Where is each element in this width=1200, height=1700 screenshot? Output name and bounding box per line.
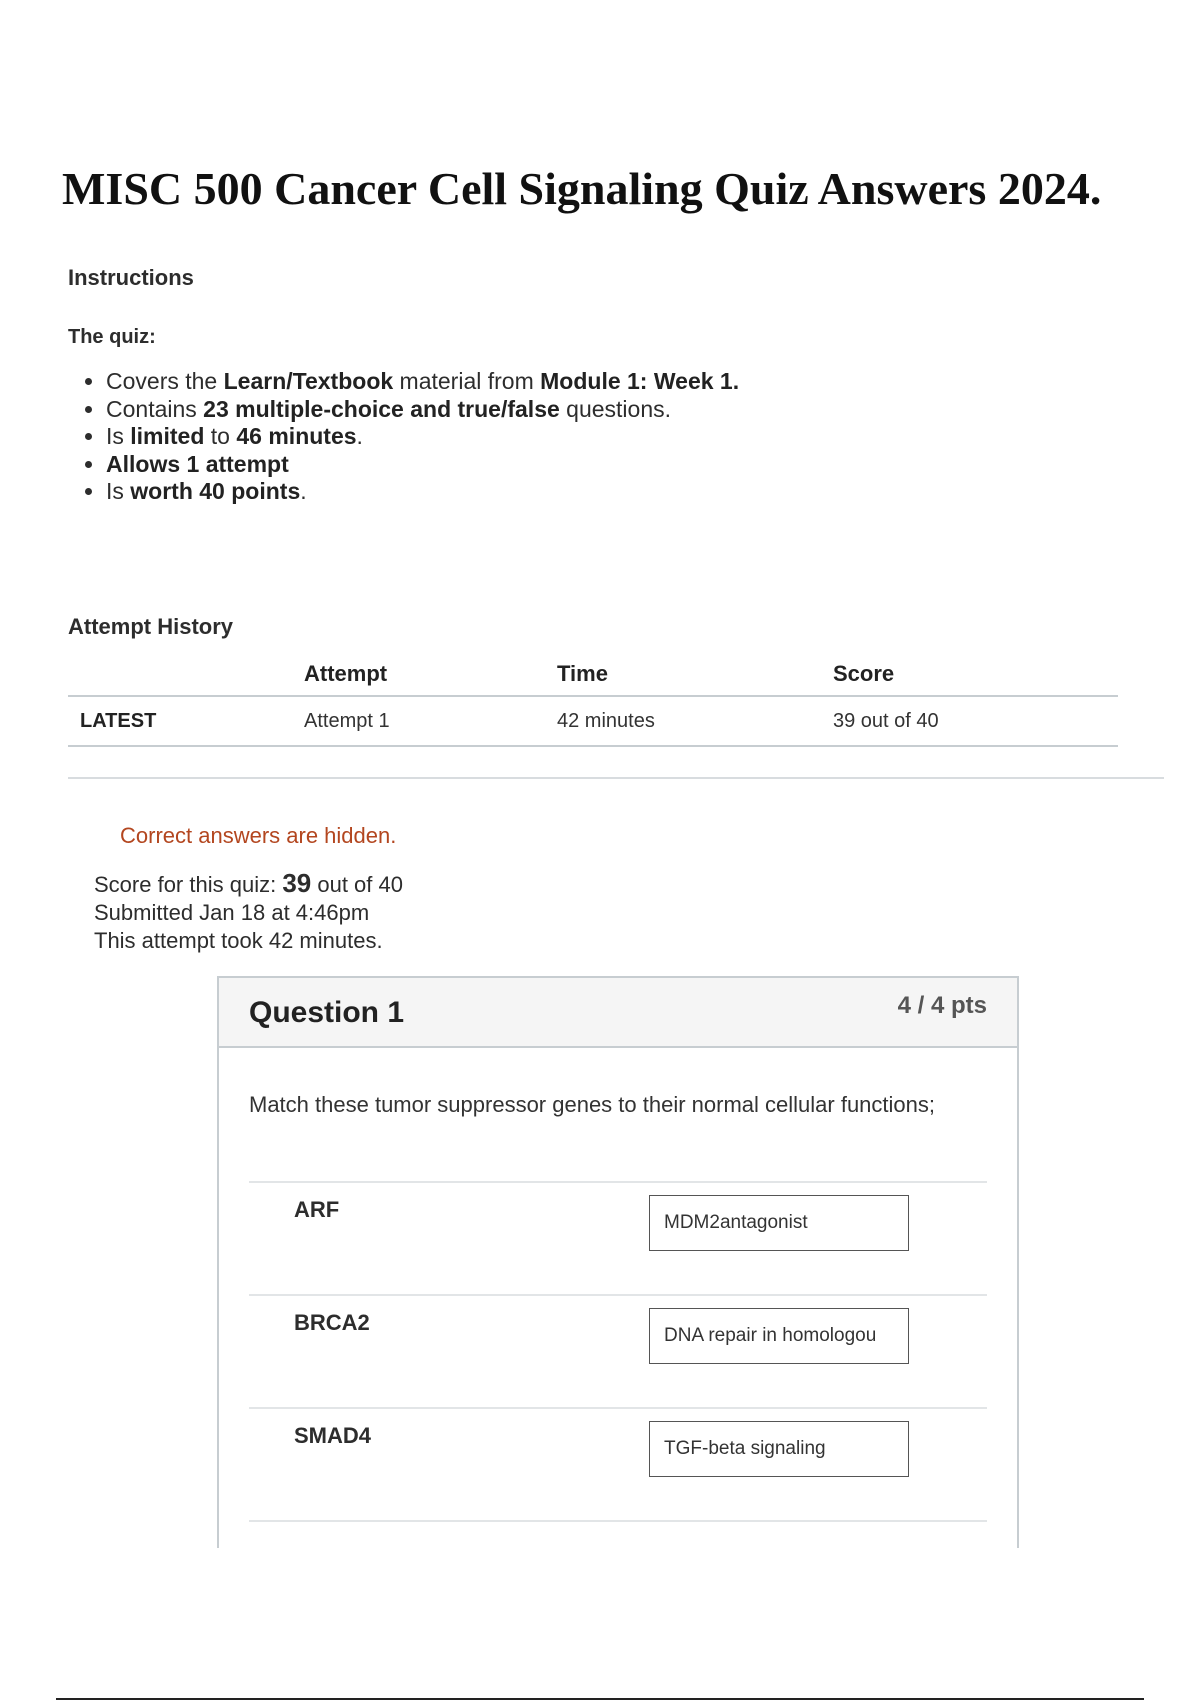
rule-text: material from bbox=[393, 368, 541, 394]
rule-text: . bbox=[356, 423, 363, 449]
attempt-history-heading: Attempt History bbox=[68, 614, 234, 639]
quiz-subheading: The quiz: bbox=[68, 326, 156, 348]
rule-text: questions. bbox=[559, 395, 672, 422]
section-divider bbox=[68, 777, 1164, 779]
question-header bbox=[219, 978, 1017, 1048]
attempt-duration: This attempt took 42 minutes. bbox=[94, 928, 383, 953]
submitted-date: Submitted Jan 18 at 4:46pm bbox=[94, 900, 370, 925]
rule-text: to bbox=[204, 423, 237, 449]
score-value: 39 bbox=[282, 868, 312, 898]
match-row-divider bbox=[249, 1520, 987, 1522]
match-row-smad4 bbox=[249, 1407, 987, 1522]
match-term: SMAD4 bbox=[294, 1423, 372, 1448]
rule-text: Contains bbox=[106, 395, 204, 422]
question-points: 4 / 4 pts bbox=[897, 992, 987, 1019]
attempt-history-table bbox=[68, 653, 1118, 747]
table-header-row bbox=[68, 653, 1118, 696]
score-summary bbox=[94, 869, 403, 955]
match-answer-select[interactable]: DNA repair in homologou bbox=[649, 1308, 909, 1364]
instructions-heading: Instructions bbox=[68, 265, 194, 290]
table-row bbox=[68, 696, 1118, 746]
quiz-rule-item bbox=[106, 478, 739, 506]
column-header-attempt: Attempt bbox=[304, 653, 557, 696]
latest-label: LATEST bbox=[68, 696, 304, 746]
quiz-rule-item bbox=[106, 396, 739, 424]
match-answer-select[interactable]: TGF-beta signaling bbox=[649, 1421, 909, 1477]
score-label: Score for this quiz: bbox=[94, 872, 283, 897]
answers-hidden-notice: Correct answers are hidden. bbox=[120, 823, 397, 848]
match-term: BRCA2 bbox=[294, 1310, 370, 1335]
question-card bbox=[217, 976, 1019, 1548]
attempt-score: 39 out of 40 bbox=[833, 696, 1118, 746]
match-term: ARF bbox=[294, 1197, 340, 1222]
rule-text: Is bbox=[106, 423, 131, 449]
column-header-time: Time bbox=[557, 653, 833, 696]
score-line bbox=[94, 869, 403, 899]
score-suffix: out of 40 bbox=[311, 872, 403, 897]
rule-text: Learn/Textbook bbox=[223, 368, 394, 394]
column-header-blank bbox=[68, 653, 304, 696]
rule-text: Covers the bbox=[106, 368, 224, 394]
quiz-rule-item bbox=[106, 368, 739, 396]
rule-text: . bbox=[300, 478, 307, 504]
quiz-rule-item bbox=[106, 423, 739, 451]
rule-text: Module 1: Week 1. bbox=[540, 368, 740, 394]
column-header-score: Score bbox=[833, 653, 1118, 696]
rule-text: 46 minutes bbox=[236, 423, 357, 449]
rule-text: worth 40 points bbox=[130, 478, 301, 504]
attempt-time: 42 minutes bbox=[557, 696, 833, 746]
quiz-rule-item bbox=[106, 451, 739, 479]
rule-text: Allows 1 attempt bbox=[106, 450, 289, 477]
match-row-brca2 bbox=[249, 1294, 987, 1409]
match-row-arf bbox=[249, 1181, 987, 1296]
rule-text: Is bbox=[106, 478, 131, 504]
quiz-rules-list bbox=[68, 368, 739, 506]
question-title: Question 1 bbox=[249, 996, 405, 1029]
question-text: Match these tumor suppressor genes to their normal cellular functions; bbox=[249, 1092, 935, 1117]
attempt-link[interactable]: Attempt 1 bbox=[304, 696, 557, 746]
match-answer-select[interactable]: MDM2antagonist bbox=[649, 1195, 909, 1251]
rule-text: 23 multiple-choice and true/false bbox=[203, 395, 560, 422]
rule-text: limited bbox=[130, 423, 205, 449]
document-title: MISC 500 Cancer Cell Signaling Quiz Answers 2024. bbox=[62, 163, 1102, 214]
